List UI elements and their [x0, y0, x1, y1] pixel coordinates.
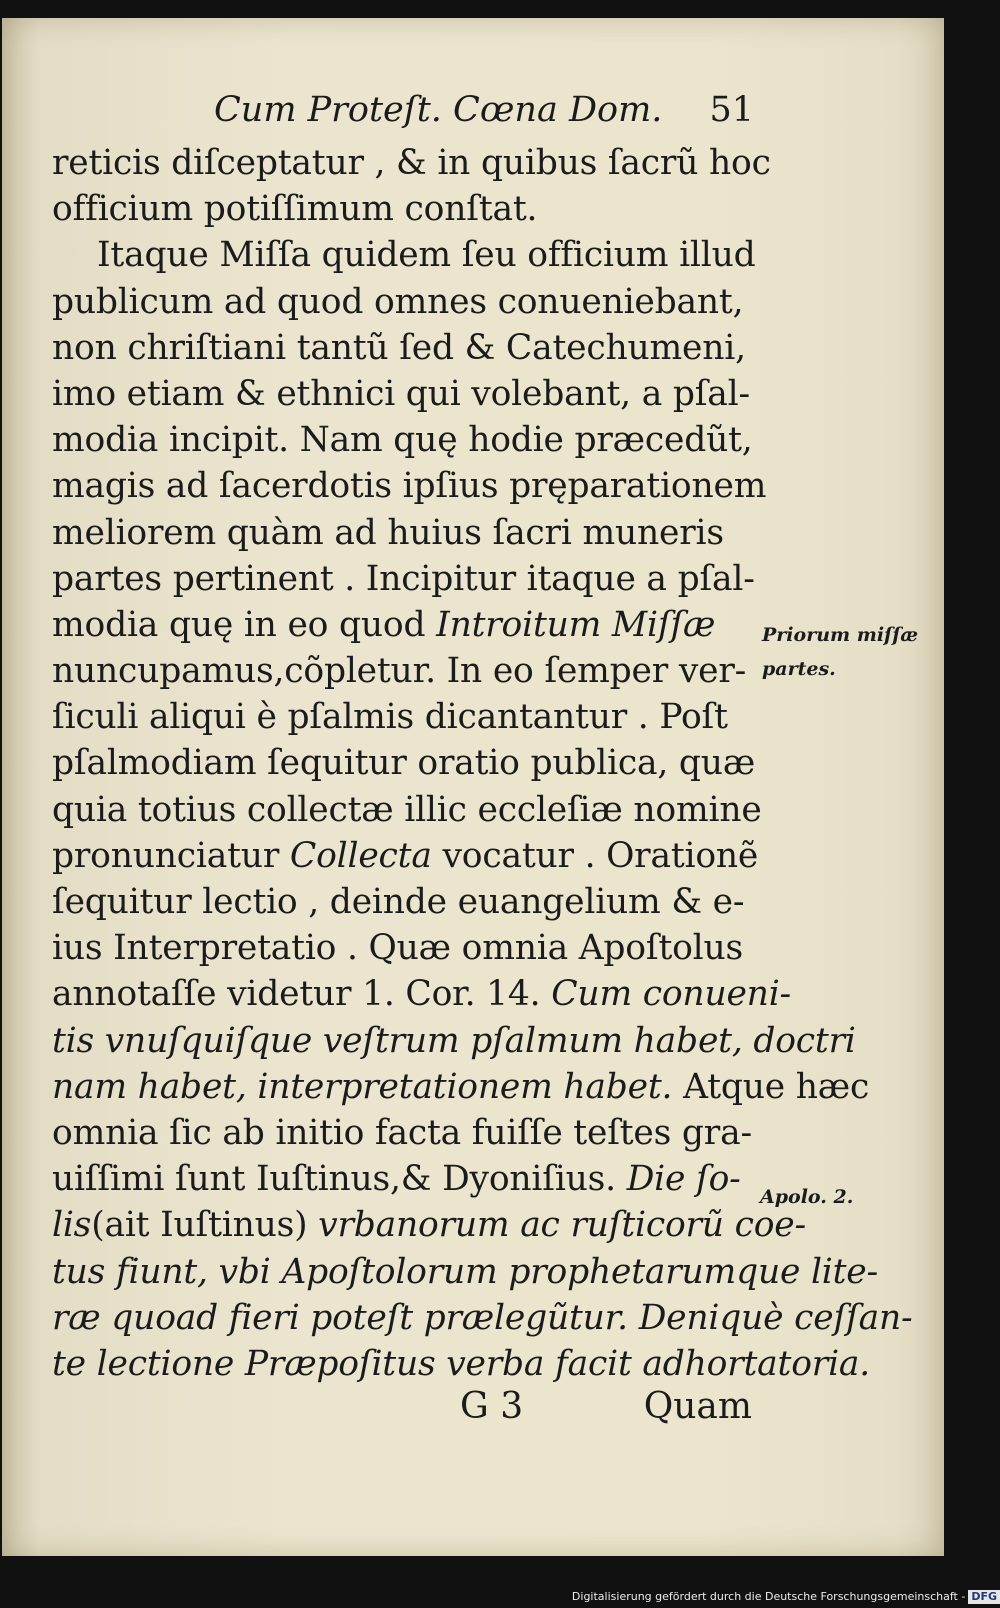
- running-title: Cum Proteſt. Cœna Dom.: [214, 90, 663, 130]
- italic-run: Die ſo-: [615, 1159, 741, 1200]
- text-line: ſequitur lectio , deinde euangelium & e-: [52, 882, 745, 922]
- text-line: ſiculi aliqui è pſalmis dicantantur . Poſt: [52, 697, 728, 738]
- italic-run: Introitum Miſſæ: [436, 604, 716, 645]
- text-line: partes pertinent . Incipitur itaque a pſal-: [52, 558, 755, 599]
- text-line: quia totius collectæ illic eccleſiæ nomine: [52, 789, 762, 830]
- text-run: annotaſſe videtur 1. Cor. 14.: [52, 974, 541, 1015]
- text-run: Atque hæc: [672, 1066, 870, 1107]
- italic-run: lis: [52, 1205, 92, 1246]
- text-line: publicum ad quod omnes conueniebant,: [52, 281, 744, 322]
- page-number: 51: [709, 90, 754, 130]
- text-line: ræ quoad fieri poteſt prælegũtur. Deniquè ceſſan-: [52, 1297, 913, 1338]
- text-line: ius Interpretatio . Quæ omnia Apoſtolus: [52, 928, 744, 969]
- italic-run: Cum conueni-: [551, 974, 791, 1015]
- signature-mark: G 3: [460, 1386, 524, 1427]
- page-header: [214, 82, 754, 136]
- text-line: Itaque Miſſa quidem ſeu officium illud: [97, 235, 756, 276]
- text-line: [52, 971, 791, 1017]
- banner-text: Digitalisierung gefördert durch die Deutsche Forschungsgemeinschaft -: [571, 1590, 966, 1603]
- text-line: [52, 833, 759, 879]
- italic-run: vrbanorum ac ruſticorũ coe-: [307, 1205, 806, 1246]
- text-line: non chriſtiani tantũ ſed & Catechumeni,: [52, 327, 746, 368]
- text-run: modia quę in eo quod: [52, 604, 426, 645]
- marginal-note-line: partes.: [762, 658, 836, 680]
- text-line: magis ad ſacerdotis ipſius pręparationem: [52, 466, 767, 507]
- text-line: tis vnuſquiſque veſtrum pſalmum habet, doctri: [52, 1020, 856, 1061]
- dfg-logo-icon: DFG: [968, 1590, 1000, 1604]
- digitization-banner: [560, 1587, 1000, 1607]
- text-line: [52, 1202, 806, 1248]
- text-line: tus fiunt, vbi Apoſtolorum prophetarumque lite-: [52, 1251, 878, 1292]
- text-line: [52, 1064, 870, 1110]
- text-line: pſalmodiam ſequitur oratio publica, quæ: [52, 743, 756, 784]
- text-line: modia incipit. Nam quę hodie præcedũt,: [52, 420, 753, 461]
- text-run: (ait Iuſtinus): [91, 1205, 308, 1246]
- text-line: te lectione Præpoſitus verba facit adhortatoria.: [52, 1343, 871, 1384]
- text-run: uiſſimi ſunt Iuſtinus,& Dyoniſius.: [52, 1159, 616, 1200]
- text-line: nuncupamus,cõpletur. In eo ſemper ver-: [52, 651, 747, 692]
- text-line: omnia ſic ab initio facta fuiſſe teſtes gra-: [52, 1112, 752, 1153]
- italic-run: nam habet, interpretationem habet.: [52, 1066, 673, 1107]
- text-line: [52, 602, 752, 648]
- text-line: imo etiam & ethnici qui volebant, a pſal-: [52, 373, 750, 414]
- text-run: vocatur . Orationẽ: [431, 835, 759, 876]
- marginal-note-line: Priorum miſſæ: [762, 624, 919, 646]
- text-line: meliorem quàm ad huius ſacri muneris: [52, 512, 724, 553]
- italic-run: Collecta: [289, 835, 432, 876]
- text-line: officium potiſſimum conſtat.: [52, 189, 538, 230]
- text-line: reticis diſceptatur , & in quibus ſacrũ hoc: [52, 143, 771, 183]
- text-run: pronunciatur: [52, 835, 280, 876]
- book-page: [2, 18, 944, 1556]
- page-footer: [460, 1380, 752, 1430]
- marginal-note: [762, 618, 919, 686]
- marginal-note: Apolo. 2.: [760, 1186, 854, 1208]
- text-line: [52, 1156, 752, 1202]
- catchword: Quam: [643, 1386, 752, 1427]
